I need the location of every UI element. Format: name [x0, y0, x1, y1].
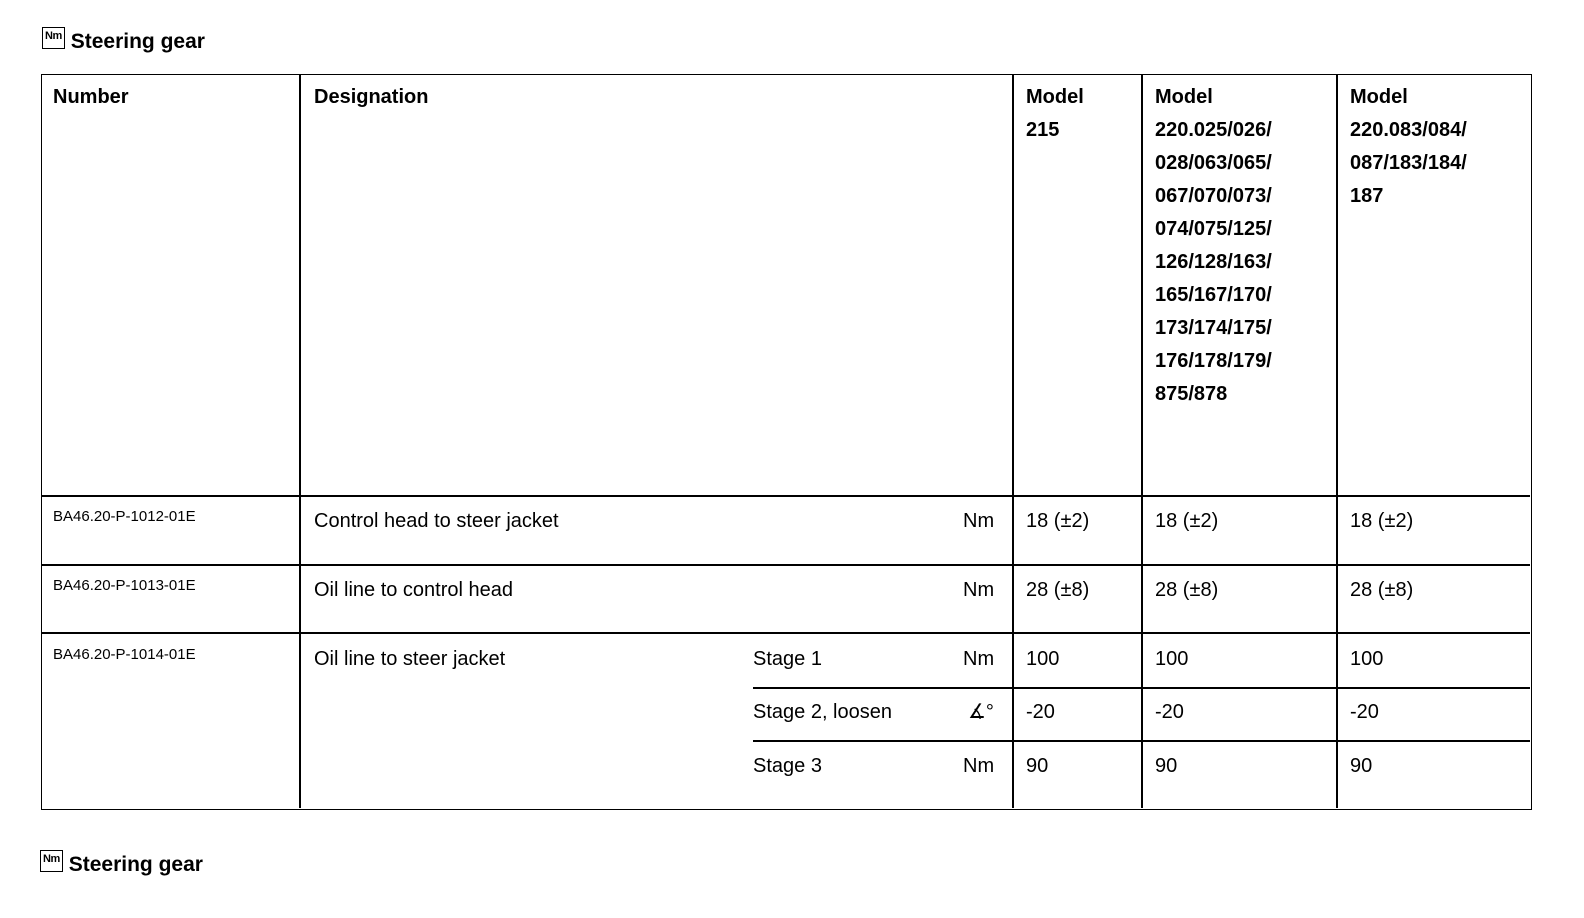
header-model-line: 074/075/125/	[1155, 218, 1272, 240]
header-model-line: 126/128/163/	[1155, 251, 1272, 273]
row-unit: Nm	[963, 510, 995, 532]
header-model-line: 875/878	[1155, 383, 1228, 405]
row-value-m2: 18 (±2)	[1155, 510, 1219, 532]
stage-unit: Nm	[963, 755, 995, 777]
header-model-line: 220.083/084/	[1350, 119, 1467, 141]
header-model-220-a	[1155, 81, 1272, 411]
row-unit: Nm	[963, 579, 995, 601]
row-number[interactable]: BA46.20-P-1014-01E	[53, 646, 196, 663]
stage-divider	[753, 687, 1530, 689]
stage-value-m1: -20	[1026, 701, 1055, 723]
header-model-215	[1026, 81, 1084, 147]
stage-divider	[753, 740, 1530, 742]
nm-torque-icon: Nm	[40, 850, 63, 872]
stage-value-m1: 90	[1026, 755, 1049, 777]
stage-unit: Nm	[963, 648, 995, 670]
torque-table	[41, 74, 1532, 810]
section-heading-top	[42, 30, 205, 54]
row-number[interactable]: BA46.20-P-1013-01E	[53, 577, 196, 594]
stage-value-m1: 100	[1026, 648, 1060, 670]
col-divider	[299, 75, 301, 808]
header-model-value: 215	[1026, 119, 1060, 141]
stage-value-m3: -20	[1350, 701, 1379, 723]
row-divider	[42, 495, 1530, 497]
row-designation: Oil line to steer jacket	[314, 648, 506, 670]
header-model-line: 220.025/026/	[1155, 119, 1272, 141]
stage-value-m3: 90	[1350, 755, 1373, 777]
row-value-m1: 18 (±2)	[1026, 510, 1090, 532]
row-value-m1: 28 (±8)	[1026, 579, 1090, 601]
stage-label: Stage 2, loosen	[753, 701, 892, 723]
row-designation: Oil line to control head	[314, 579, 514, 601]
header-model-line: 087/183/184/	[1350, 152, 1467, 174]
header-model-line: 173/174/175/	[1155, 317, 1272, 339]
col-divider	[1141, 75, 1143, 808]
stage-value-m2: 90	[1155, 755, 1178, 777]
header-number: Number	[53, 86, 129, 108]
header-designation: Designation	[314, 86, 429, 108]
stage-label: Stage 1	[753, 648, 822, 670]
section-title: Steering gear	[68, 853, 203, 876]
header-model-line: 176/178/179/	[1155, 350, 1272, 372]
stage-value-m3: 100	[1350, 648, 1384, 670]
stage-value-m2: 100	[1155, 648, 1189, 670]
row-number[interactable]: BA46.20-P-1012-01E	[53, 508, 196, 525]
angle-icon: ∡°	[968, 701, 994, 723]
header-model-line: 028/063/065/	[1155, 152, 1272, 174]
section-heading-bottom	[40, 853, 203, 877]
row-value-m3: 18 (±2)	[1350, 510, 1414, 532]
header-model-label: Model	[1026, 86, 1084, 108]
nm-torque-icon: Nm	[42, 27, 65, 49]
row-value-m2: 28 (±8)	[1155, 579, 1219, 601]
header-model-label: Model	[1155, 86, 1213, 108]
header-model-line: 165/167/170/	[1155, 284, 1272, 306]
header-model-label: Model	[1350, 86, 1408, 108]
row-designation: Control head to steer jacket	[314, 510, 559, 532]
stage-label: Stage 3	[753, 755, 822, 777]
header-model-line: 067/070/073/	[1155, 185, 1272, 207]
row-value-m3: 28 (±8)	[1350, 579, 1414, 601]
row-divider	[42, 632, 1530, 634]
row-divider	[42, 564, 1530, 566]
col-divider	[1336, 75, 1338, 808]
header-model-line: 187	[1350, 185, 1384, 207]
stage-value-m2: -20	[1155, 701, 1184, 723]
section-title: Steering gear	[70, 30, 205, 53]
header-model-220-b	[1350, 81, 1467, 213]
col-divider	[1012, 75, 1014, 808]
